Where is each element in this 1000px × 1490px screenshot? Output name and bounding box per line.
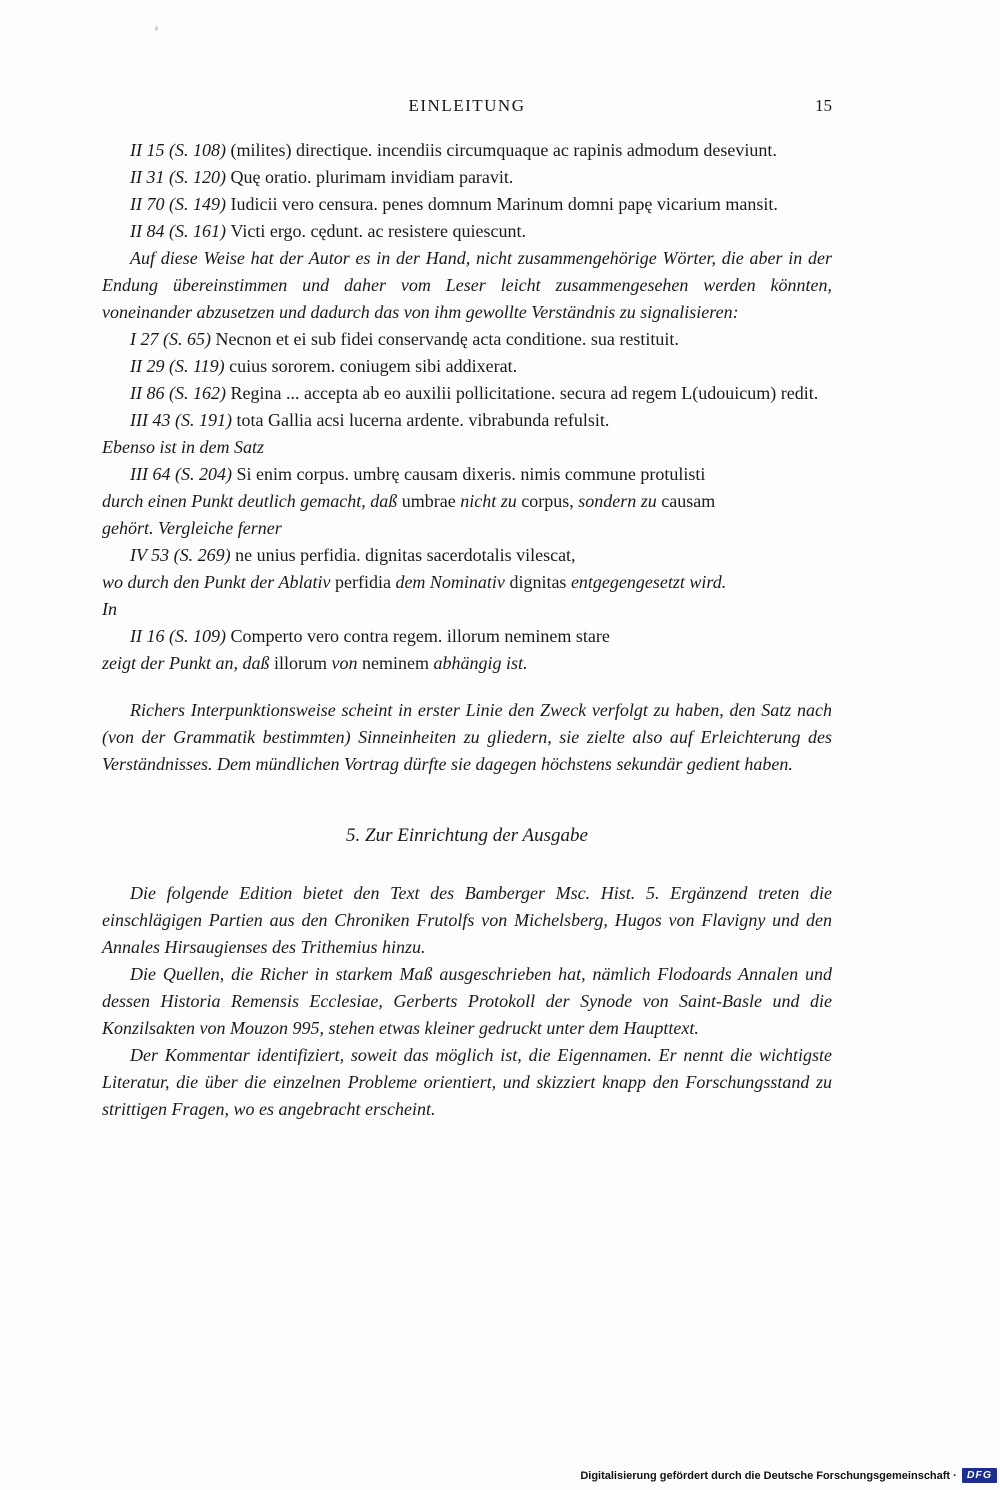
text-segment: Auf diese Weise hat der Autor es in der Hand, nicht zusammengehörige Wörter, die aber in der Endung übereinstimmen und daher vom Leser leicht zusammengesehen werden könnten, voneinander abzusetzen und dadurch das von ihm gewollte Verständnis zu signalisieren: bbox=[102, 248, 832, 322]
paragraph bbox=[102, 164, 832, 191]
text-segment: von bbox=[331, 653, 362, 673]
text-segment: umbrae bbox=[401, 491, 461, 511]
scan-speck bbox=[155, 26, 158, 31]
running-head bbox=[102, 96, 832, 118]
text-segment: corpus, bbox=[521, 491, 579, 511]
dfg-logo: DFG bbox=[962, 1468, 997, 1483]
section-heading bbox=[102, 822, 832, 849]
text-segment: entgegengesetzt wird. bbox=[570, 572, 727, 592]
text-segment: gehört. Vergleiche ferner bbox=[102, 518, 282, 538]
text-segment: Si enim corpus. umbrę causam dixeris. nimis commune protulisti bbox=[236, 464, 706, 484]
text-segment: II 29 (S. 119) bbox=[130, 356, 230, 376]
digitization-credit-bar bbox=[580, 1468, 997, 1483]
paragraph bbox=[102, 191, 832, 218]
text-segment: causam bbox=[661, 491, 716, 511]
text-segment: Der Kommentar identifiziert, soweit das möglich ist, die Eigennamen. Er nennt die wichtigste Literatur, die über die einzelnen Probleme orientiert, und skizziert knapp den Forschungsstand zu strittigen Fragen, wo es angebracht erscheint. bbox=[102, 1045, 832, 1119]
chapter-title: EINLEITUNG bbox=[408, 96, 526, 115]
paragraph bbox=[102, 407, 832, 434]
text-segment: II 86 (S. 162) bbox=[130, 383, 231, 403]
paragraph bbox=[102, 697, 832, 778]
paragraph bbox=[102, 434, 832, 461]
text-segment: Regina ... accepta ab eo auxilii pollicitatione. secura ad regem L(udouicum) redit. bbox=[230, 383, 819, 403]
text-segment: ne unius perfidia. dignitas sacerdotalis vilescat, bbox=[235, 545, 576, 565]
page-body bbox=[102, 137, 832, 1123]
text-segment: II 31 (S. 120) bbox=[130, 167, 231, 187]
text-segment: (milites) directique. incendiis circumquaque ac rapinis admodum deseviunt. bbox=[230, 140, 777, 160]
text-segment: II 84 (S. 161) bbox=[130, 221, 231, 241]
text-segment: Necnon et ei sub fidei conservandę acta conditione. sua restituit. bbox=[215, 329, 679, 349]
paragraph bbox=[102, 137, 832, 164]
text-segment: Die folgende Edition bietet den Text des Bamberger Msc. Hist. 5. Ergänzend treten die einschlägigen Partien aus den Chroniken Frutolfs von Michelsberg, Hugos von Flavigny und den Annales Hirsaugienses des Trithemius hinzu. bbox=[102, 883, 832, 957]
text-segment: Quę oratio. plurimam invidiam paravit. bbox=[230, 167, 514, 187]
text-segment: durch einen Punkt deutlich gemacht, daß bbox=[102, 491, 402, 511]
paragraph bbox=[102, 461, 832, 488]
paragraph bbox=[102, 326, 832, 353]
text-segment: nicht zu bbox=[460, 491, 522, 511]
paragraph bbox=[102, 650, 832, 677]
paragraph bbox=[102, 880, 832, 961]
page-number: 15 bbox=[815, 96, 832, 115]
paragraph bbox=[102, 1042, 832, 1123]
text-segment: perfidia bbox=[334, 572, 396, 592]
text-segment: illorum bbox=[273, 653, 332, 673]
text-segment: zeigt der Punkt an, daß bbox=[102, 653, 274, 673]
text-segment: 5. Zur Einrichtung der Ausgabe bbox=[346, 825, 588, 846]
text-segment: dignitas bbox=[509, 572, 571, 592]
paragraph bbox=[102, 353, 832, 380]
paragraph bbox=[102, 569, 832, 623]
text-segment: II 16 (S. 109) bbox=[130, 626, 231, 646]
text-segment: II 15 (S. 108) bbox=[130, 140, 231, 160]
paragraph bbox=[102, 488, 832, 542]
paragraph bbox=[102, 961, 832, 1042]
paragraph bbox=[102, 245, 832, 326]
text-segment: cuius sororem. coniugem sibi addixerat. bbox=[229, 356, 518, 376]
text-segment: II 70 (S. 149) bbox=[130, 194, 231, 214]
paragraph bbox=[102, 218, 832, 245]
text-segment: III 43 (S. 191) bbox=[130, 410, 237, 430]
digitization-credit-text: Digitalisierung gefördert durch die Deutsche Forschungsgemeinschaft · bbox=[580, 1469, 957, 1482]
text-segment: III 64 (S. 204) bbox=[130, 464, 237, 484]
text-segment: Iudicii vero censura. penes domnum Marinum domni papę vicarium mansit. bbox=[230, 194, 778, 214]
text-segment: In bbox=[102, 599, 117, 619]
text-segment: dem Nominativ bbox=[395, 572, 510, 592]
paragraph bbox=[102, 380, 832, 407]
text-segment: Die Quellen, die Richer in starkem Maß ausgeschrieben hat, nämlich Flodoards Annalen und dessen Historia Remensis Ecclesiae, Gerberts Protokoll der Synode von Saint-Basle und die Konzilsakten von Mouzon 995, stehen etwas kleiner gedruckt unter dem Haupttext. bbox=[102, 964, 832, 1038]
text-segment: sondern zu bbox=[578, 491, 662, 511]
text-segment: Richers Interpunktionsweise scheint in erster Linie den Zweck verfolgt zu haben, den Satz nach (von der Grammatik bestimmten) Sinneinheiten zu gliedern, sie zielte also auf Erleichterung des Verständnisses. Dem mündlichen Vortrag dürfte sie dagegen höchstens sekundär gedient haben. bbox=[102, 700, 832, 774]
text-segment: neminem bbox=[361, 653, 434, 673]
text-segment: Victi ergo. cędunt. ac resistere quiescunt. bbox=[230, 221, 526, 241]
text-segment: Ebenso ist in dem Satz bbox=[102, 437, 264, 457]
text-segment: I 27 (S. 65) bbox=[130, 329, 216, 349]
text-segment: IV 53 (S. 269) bbox=[130, 545, 236, 565]
text-segment: abhängig ist. bbox=[433, 653, 528, 673]
text-segment: tota Gallia acsi lucerna ardente. vibrabunda refulsit. bbox=[236, 410, 610, 430]
text-segment: Comperto vero contra regem. illorum neminem stare bbox=[230, 626, 610, 646]
paragraph bbox=[102, 623, 832, 650]
text-segment: wo durch den Punkt der Ablativ bbox=[102, 572, 335, 592]
paragraph bbox=[102, 542, 832, 569]
